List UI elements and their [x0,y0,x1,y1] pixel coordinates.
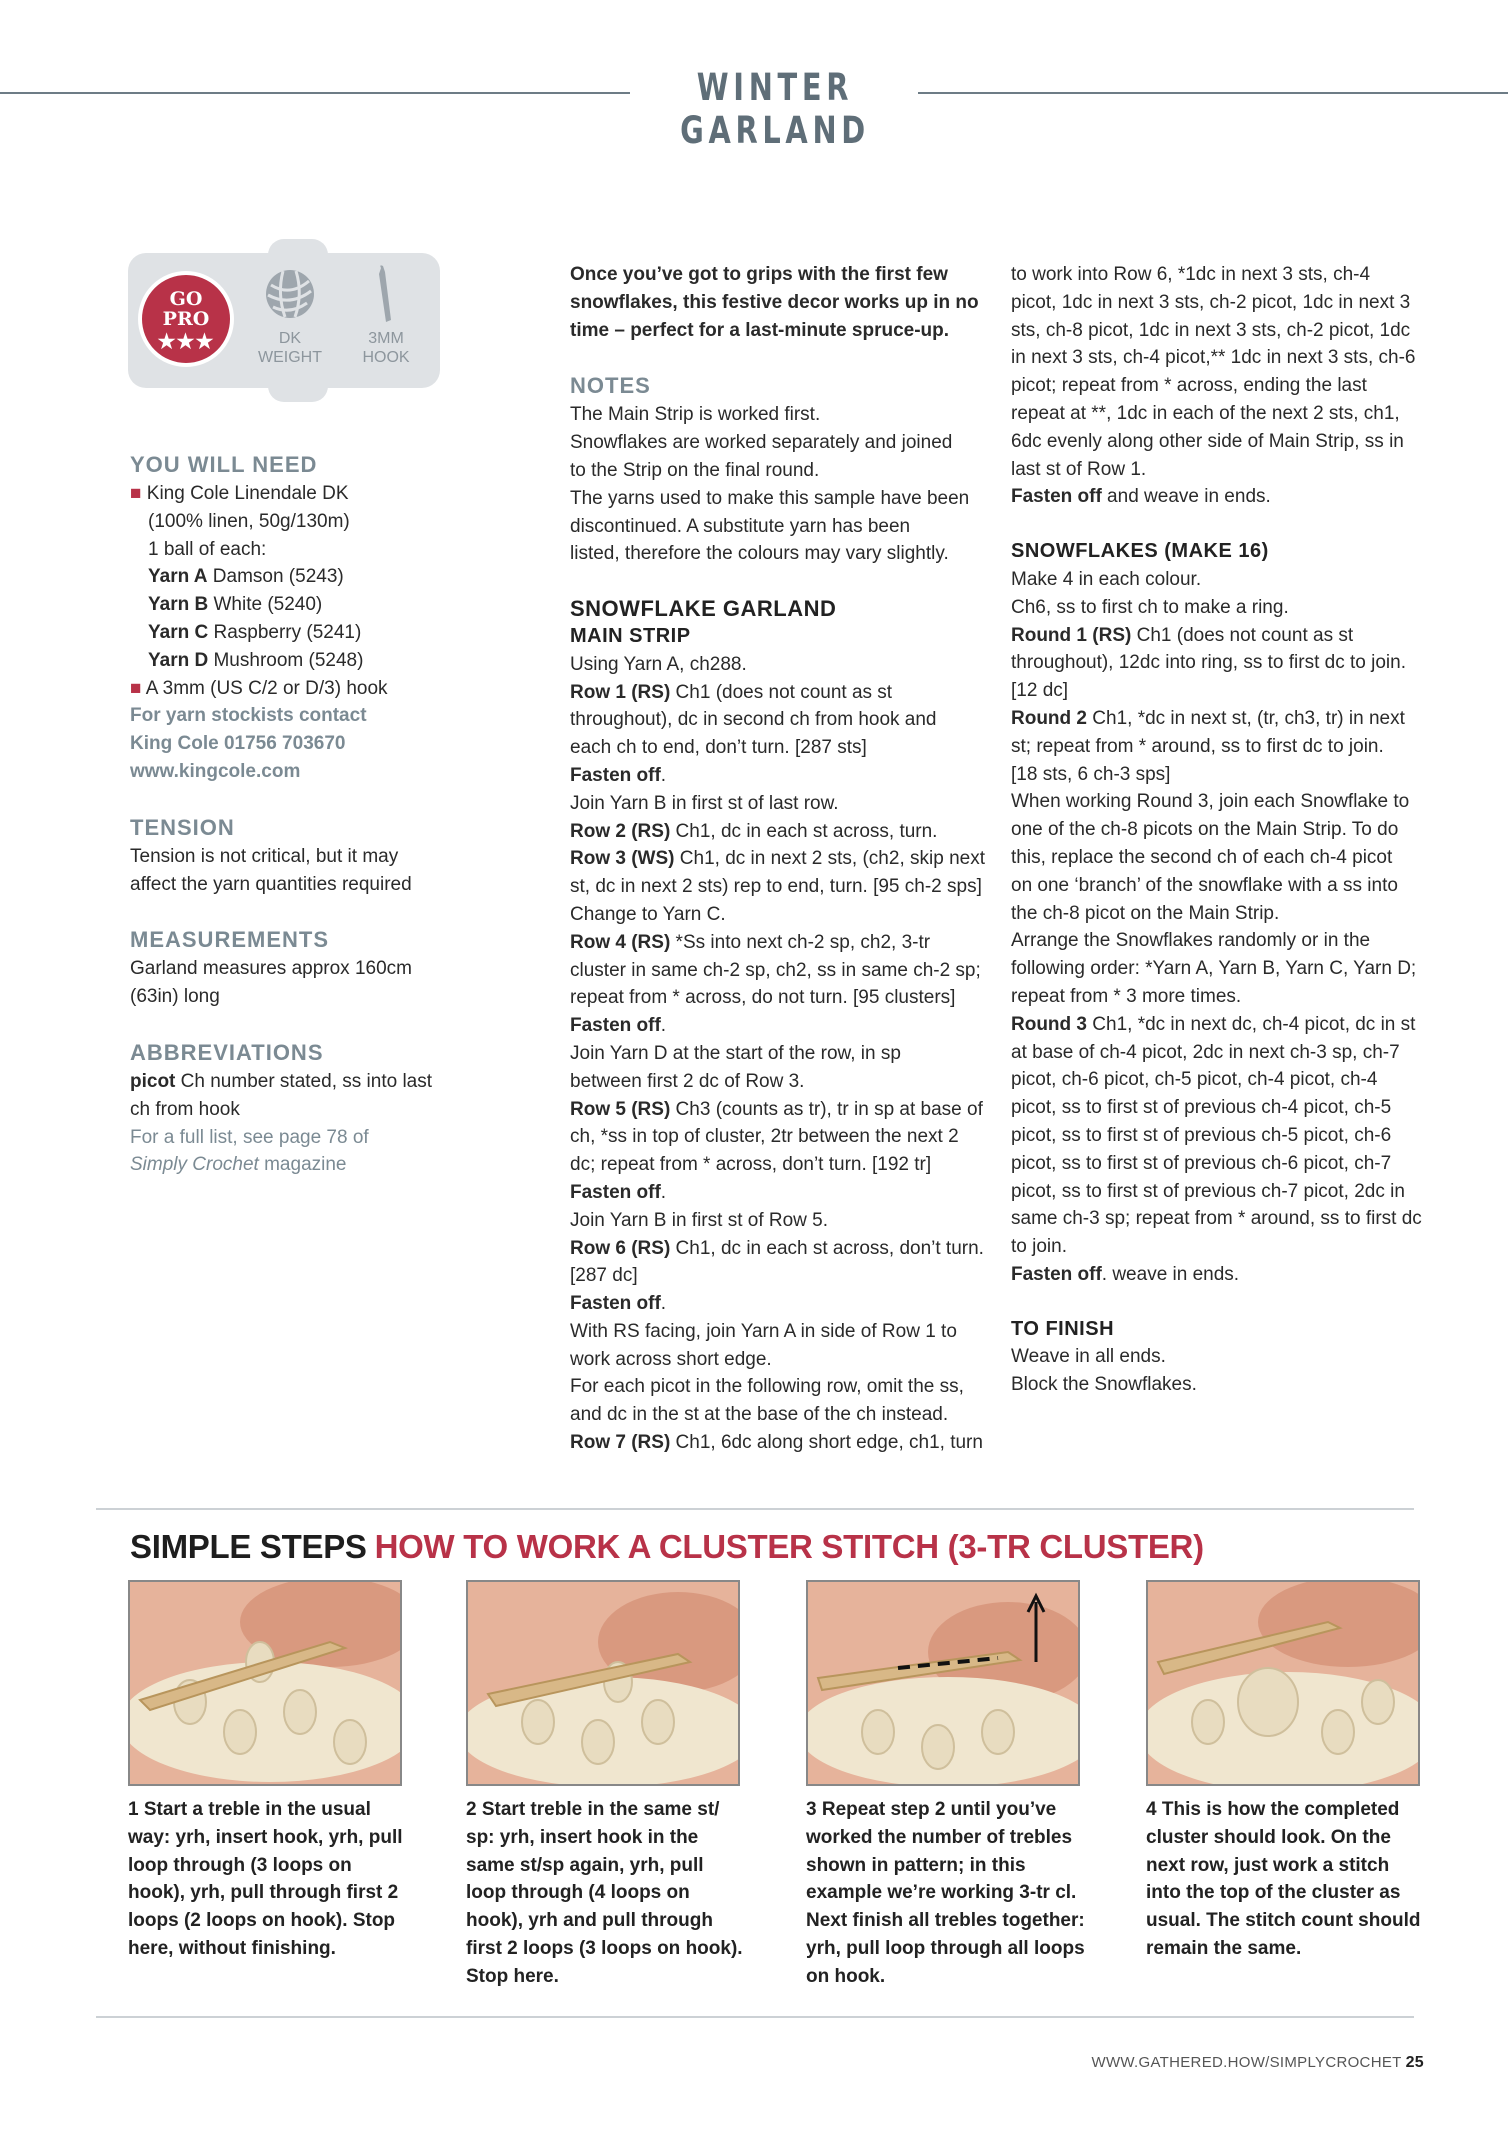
yarn-weight-spec: DK WEIGHT [250,265,330,367]
snowflakes-heading: SNOWFLAKES (MAKE 16) [1011,540,1269,563]
measurements-heading: MEASUREMENTS [130,927,330,953]
step-3-photo [806,1580,1080,1786]
middle-column: Once you’ve got to grips with the first few snowflakes, this festive decor works up in no time – perfect for a last-minute spruce-up. NOTES The Main Strip is worked first. Snowflakes are worked separately and joined to the Strip on the final round. The yarns used to make this sample have been discontinued. A substitute yarn has been listed, therefore the colours may vary slightly. SNOWFLAKE GARLAND MAIN STRIP Using Yarn A, ch288. Row 1 (RS) Ch1 (does not count as st throughout), dc in second ch from hook and each ch to end, don’t turn. [287 sts] Fasten off. Join Yarn B in first st of last row. Row 2 (RS) Ch1, dc in each st across, turn. Row 3 (WS) Ch1, dc in next 2 sts, (ch2, skip next st, dc in next 2 sts) rep to end, turn. [95 ch-2 sps] Change to Yarn C. Row 4 (RS) *Ss into next ch-2 sp, ch2, 3-tr cluster in same ch-2 sp, ch2, ss in same ch-2 sp; repeat from * across, do not turn. [95 clusters] Fasten off. Join Yarn D at the start of the row, in sp between first 2 dc of Row 3. Row 5 (RS) Ch3 (counts as tr), tr in sp at base of ch, *ss in top of cluster, 2tr between the next 2 dc; repeat from * across, don’t turn. [192 tr] Fasten off. Join Yarn B in first st of Row 5. Row 6 (RS) Ch1, dc in each st across, don’t turn. [287 dc] Fasten off. With RS facing, join Yarn A in side of Row 1 to work across short edge. For each picot in the following row, omit the ss, and dc in the st at the base of the ch instead. Row 7 (RS) Ch1, 6dc along short edge, ch1, turn [570,261,990,1457]
yarn-ball-icon [250,265,330,323]
yarn-item: Yarn B White (5240) [148,594,323,616]
header-rule-left [0,92,630,94]
snowflake-garland-heading: SNOWFLAKE GARLAND [570,596,837,622]
step-4-text: 4 This is how the completed cluster should look. On the next row, just work a stitch into the top of the cluster as usual. The stitch count should remain the same. [1146,1799,1421,1959]
simple-steps-section [96,1508,1421,2018]
notes-heading: NOTES [570,373,651,399]
to-finish-heading: TO FINISH [1011,1317,1115,1340]
step-2-text: 2 Start treble in the same st/ sp: yrh, insert hook in the same st/sp again, yrh, pull loop through (4 loops on hook), yrh and pull through first 2 loops (3 loops on hook). Stop here. [466,1799,743,1987]
bullet-icon: ■ [130,677,142,699]
yarn-item: Yarn D Mushroom (5248) [148,649,364,671]
header-rule-right [918,92,1508,94]
step-2-photo [466,1580,740,1786]
yarn-item: Yarn C Raspberry (5241) [148,621,362,643]
stockist-link[interactable]: www.kingcole.com [130,760,301,782]
left-column: YOU WILL NEED ■ King Cole Linendale DK (100% linen, 50g/130m) 1 ball of each: Yarn A Damson (5243) Yarn B White (5240) Yarn C Raspberry (5241) Yarn D Mushroom (5248) ■ A 3mm (US C/2 or D/3) hook For yarn stockists contact King Cole 01756 703670 www.kingcole.com TENSION Tension is not critical, but it may affect the yarn quantities required MEASUREMENTS Garland measures approx 160cm (63in) long ABBREVIATIONS picot Ch number stated, ss into last ch from hook For a full list, see page 78 of Simply Crochet magazine [130,450,460,1179]
difficulty-panel [128,253,440,388]
page-title: WINTER GARLAND [680,66,870,152]
step-3-text: 3 Repeat step 2 until you’ve worked the number of trebles shown in pattern; in this example we’re working 3-tr cl. Next finish all trebles together: yrh, pull loop through all loops on hook. [806,1799,1085,1987]
main-strip-heading: MAIN STRIP [570,624,691,647]
go-pro-badge: GO PRO ★★★ [138,271,234,367]
crochet-hook-icon [346,265,426,323]
hook-size-spec: 3MM HOOK [346,265,426,367]
yarn-item: Yarn A Damson (5243) [148,566,344,588]
step-1-text: 1 Start a treble in the usual way: yrh, insert hook, yrh, pull loop through (3 loops on hook), yrh, pull through first 2 loops (2 loops on hook). Stop here, without finishing. [128,1799,403,1959]
you-will-need-heading: YOU WILL NEED [130,452,318,477]
abbreviations-heading: ABBREVIATIONS [130,1039,324,1065]
step-1-photo [128,1580,402,1786]
bullet-icon: ■ [130,483,142,504]
stockist-phone: King Cole 01756 703670 [130,733,346,755]
tension-heading: TENSION [130,814,235,840]
simple-steps-title: SIMPLE STEPS HOW TO WORK A CLUSTER STITCH (3-TR CLUSTER) [130,1528,1204,1565]
page-footer [1091,2054,1424,2072]
page-number: 25 [1405,2054,1424,2071]
right-column: to work into Row 6, *1dc in next 3 sts, ch-4 picot, 1dc in next 3 sts, ch-2 picot, 1dc in next 3 sts, ch-8 picot, 1dc in next 3 sts, ch-2 picot, 1dc in next 3 sts, ch-4 picot,** 1dc in next 3 sts, ch-6 picot; repeat from * across, ending the last repeat at **, 1dc in each of the next 2 sts, ch1, 6dc evenly along other side of Main Strip, ss in last st of Row 1. Fasten off and weave in ends. SNOWFLAKES (MAKE 16) Make 4 in each colour. Ch6, ss to first ch to make a ring. Round 1 (RS) Ch1 (does not count as st throughout), 12dc into ring, ss to first dc to join. [12 dc] Round 2 Ch1, *dc in next st, (tr, ch3, tr) in next st; repeat from * around, ss to first dc to join. [18 sts, 6 ch-3 sps] When working Round 3, join each Snowflake to one of the ch-8 picots on the Main Strip. To do this, replace the second ch of each ch-4 picot on one ‘branch’ of the snowflake with a ss into the ch-8 picot on the Main Strip. Arrange the Snowflakes randomly or in the following order: *Yarn A, Yarn B, Yarn C, Yarn D; repeat from * 3 more times. Round 3 Ch1, *dc in next dc, ch-4 picot, dc in st at base of ch-4 picot, 2dc in next ch-3 sp, ch-7 picot, ch-6 picot, ch-5 picot, ch-4 picot, ch-4 picot, ss to first st of previous ch-4 picot, ch-5 picot, ss to first st of previous ch-5 picot, ch-6 picot, ss to first st of previous ch-6 picot, ch-7 picot, ss to first st of previous ch-7 picot, 2dc in same ch-3 sp; repeat from * around, ss to first dc to join. Fasten off. weave in ends. TO FINISH Weave in all ends. Block the Snowflakes. [1011,261,1431,1399]
footer-url[interactable]: WWW.GATHERED.HOW/SIMPLYCROCHET [1091,2054,1402,2071]
step-4-photo [1146,1580,1420,1786]
star-icon: ★★★ [157,329,215,353]
